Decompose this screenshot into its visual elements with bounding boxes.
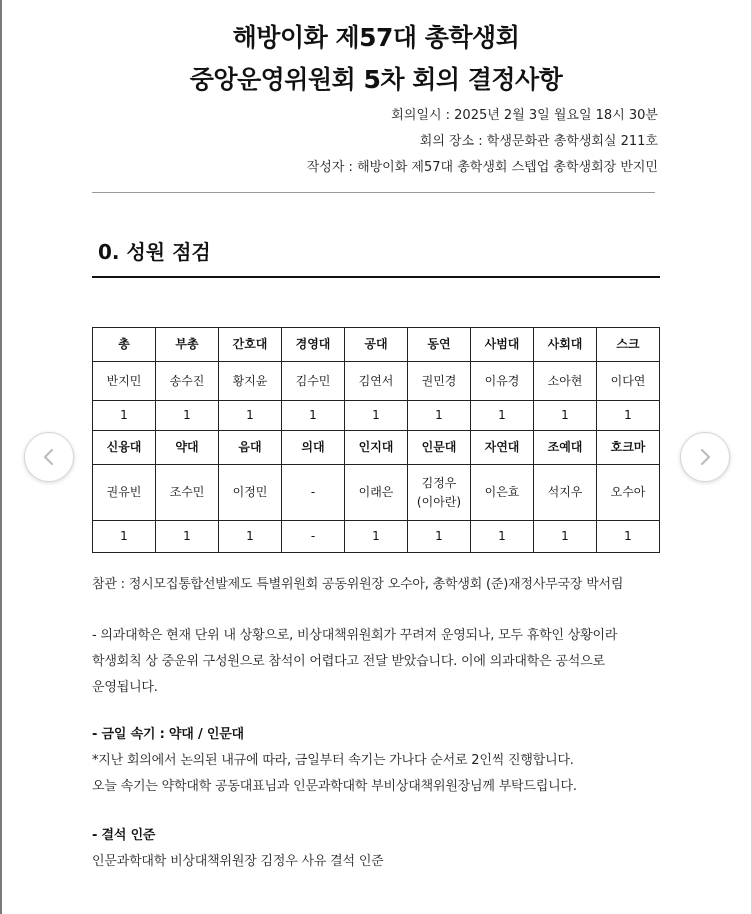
table-name-cell: 이다연 xyxy=(597,362,660,401)
table-count-cell: 1 xyxy=(156,521,219,553)
table-header-cell: 신융대 xyxy=(93,431,156,465)
document-title-line2: 중앙운영위원회 5차 회의 결정사항 xyxy=(189,65,563,94)
medical-college-note xyxy=(92,623,662,701)
table-count-cell: 1 xyxy=(93,521,156,553)
attendance-count-row xyxy=(93,401,660,431)
table-count-cell: 1 xyxy=(597,521,660,553)
table-header-cell: 동연 xyxy=(408,328,471,362)
stenography-heading: - 금일 속기 : 약대 / 인문대 xyxy=(92,727,244,742)
table-name-cell: 김연서 xyxy=(345,362,408,401)
table-header-cell: 인지대 xyxy=(345,431,408,465)
section-title: 0. 성원 점검 xyxy=(98,240,211,264)
table-header-cell: 간호대 xyxy=(219,328,282,362)
table-name-cell: - xyxy=(282,465,345,521)
stenography-note xyxy=(92,722,662,800)
table-count-cell: 1 xyxy=(282,401,345,431)
table-header-cell: 인문대 xyxy=(408,431,471,465)
absence-note xyxy=(92,823,662,875)
table-name-cell: 이유경 xyxy=(471,362,534,401)
attendance-count-row xyxy=(93,521,660,553)
previous-page-button[interactable] xyxy=(24,432,74,482)
table-count-cell: 1 xyxy=(471,521,534,553)
chevron-right-icon xyxy=(695,447,715,467)
table-header-cell: 음대 xyxy=(219,431,282,465)
table-header-cell: 약대 xyxy=(156,431,219,465)
table-header-cell: 총 xyxy=(93,328,156,362)
header-divider xyxy=(92,192,655,193)
next-page-button[interactable] xyxy=(680,432,730,482)
note-line: - 의과대학은 현재 단위 내 상황으로, 비상대책위원회가 꾸려져 운영되나, 모두 휴학인 상황이라 xyxy=(92,628,618,643)
table-count-cell: 1 xyxy=(345,521,408,553)
attendance-table xyxy=(92,327,660,553)
table-name-cell: 권민경 xyxy=(408,362,471,401)
table-header-cell: 부총 xyxy=(156,328,219,362)
table-header-cell: 의대 xyxy=(282,431,345,465)
table-count-cell: 1 xyxy=(345,401,408,431)
table-name-cell: 송수진 xyxy=(156,362,219,401)
table-header-cell: 자연대 xyxy=(471,431,534,465)
observer-note: 참관 : 정시모집통합선발제도 특별위원회 공동위원장 오수아, 총학생회 (준)재정사무국장 박서림 xyxy=(92,577,624,592)
table-header-cell: 사범대 xyxy=(471,328,534,362)
table-name-cell: 이래은 xyxy=(345,465,408,521)
note-line: 학생회칙 상 중운위 구성원으로 참석이 어렵다고 전달 받았습니다. 이에 의과대학은 공석으로 xyxy=(92,654,605,669)
name-note: (이아란) xyxy=(416,494,462,509)
table-header-cell: 사회대 xyxy=(534,328,597,362)
table-name-cell: 반지민 xyxy=(93,362,156,401)
table-count-cell: 1 xyxy=(534,521,597,553)
table-count-cell: 1 xyxy=(219,521,282,553)
table-count-cell: 1 xyxy=(219,401,282,431)
table-count-cell: 1 xyxy=(597,401,660,431)
table-header-cell: 스크 xyxy=(597,328,660,362)
table-header-cell: 호크마 xyxy=(597,431,660,465)
document-title-line1: 해방이화 제57대 총학생회 xyxy=(232,23,520,52)
table-header-cell: 공대 xyxy=(345,328,408,362)
table-header-cell: 경영대 xyxy=(282,328,345,362)
table-name-cell: 권유빈 xyxy=(93,465,156,521)
note-line: 인문과학대학 비상대책위원장 김정우 사유 결석 인준 xyxy=(92,854,384,869)
table-name-cell: 황지윤 xyxy=(219,362,282,401)
attendance-name-row xyxy=(93,465,660,521)
table-count-cell: 1 xyxy=(408,401,471,431)
table-name-cell: 김수민 xyxy=(282,362,345,401)
document-author: 작성자 : 해방이화 제57대 총학생회 스텝업 총학생회장 반지민 xyxy=(306,160,658,175)
section-divider xyxy=(92,276,660,278)
table-count-cell: - xyxy=(282,521,345,553)
attendance-name-row xyxy=(93,362,660,401)
attendance-header-row xyxy=(93,328,660,362)
name-text: 김정우 xyxy=(421,475,457,490)
table-count-cell: 1 xyxy=(471,401,534,431)
table-name-cell: 이정민 xyxy=(219,465,282,521)
table-name-cell: 조수민 xyxy=(156,465,219,521)
note-line: *지난 회의에서 논의된 내규에 따라, 금일부터 속기는 가나다 순서로 2인씩 진행합니다. xyxy=(92,753,574,768)
table-count-cell: 1 xyxy=(156,401,219,431)
page-frame-left xyxy=(0,0,2,914)
table-name-cell: 이은효 xyxy=(471,465,534,521)
attendance-header-row xyxy=(93,431,660,465)
chevron-left-icon xyxy=(39,447,59,467)
table-name-cell: 석지우 xyxy=(534,465,597,521)
table-header-cell: 조예대 xyxy=(534,431,597,465)
table-name-cell-inmun xyxy=(408,465,471,521)
note-line: 운영됩니다. xyxy=(92,680,158,695)
table-name-cell: 소아현 xyxy=(534,362,597,401)
table-count-cell: 1 xyxy=(93,401,156,431)
table-count-cell: 1 xyxy=(534,401,597,431)
table-count-cell: 1 xyxy=(408,521,471,553)
note-line: 오늘 속기는 약학대학 공동대표님과 인문과학대학 부비상대책위원장님께 부탁드립니다. xyxy=(92,779,577,794)
table-name-cell: 오수아 xyxy=(597,465,660,521)
absence-heading: - 결석 인준 xyxy=(92,828,156,843)
meeting-place: 회의 장소 : 학생문화관 총학생회실 211호 xyxy=(419,134,658,149)
meeting-date: 회의일시 : 2025년 2월 3일 월요일 18시 30분 xyxy=(391,108,658,123)
